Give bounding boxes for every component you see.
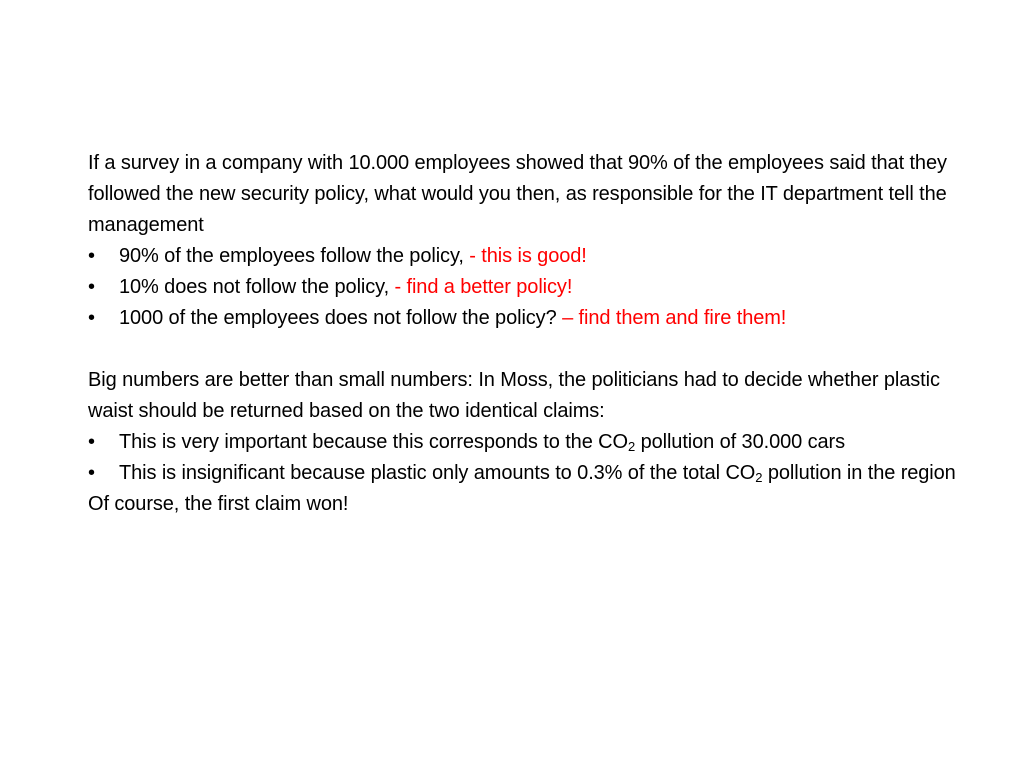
survey-intro: If a survey in a company with 10.000 employees showed that 90% of the employees said that they followed the new security policy, what would you then, as responsible for the IT department tell the management	[88, 152, 947, 236]
bullet-emphasis: - find a better policy!	[394, 276, 573, 298]
subscript: 2	[627, 439, 636, 454]
claims-bullet-list	[88, 427, 988, 489]
bullet-text: 90% of the employees follow the policy,	[119, 245, 470, 267]
list-item	[88, 241, 988, 272]
bullet-marker: •	[88, 245, 95, 267]
bullet-marker: •	[88, 431, 95, 453]
survey-bullet-list	[88, 241, 988, 334]
list-item	[88, 303, 988, 334]
claim-text-after: pollution of 30.000 cars	[635, 431, 845, 453]
bullet-marker: •	[88, 307, 95, 329]
bullet-text: 10% does not follow the policy,	[119, 276, 395, 298]
numbers-intro: Big numbers are better than small numbers: In Moss, the politicians had to decide whether plastic waist should be returned based on the two identical claims:	[88, 369, 940, 422]
conclusion: Of course, the first claim won!	[88, 493, 349, 515]
slide-body	[88, 148, 988, 520]
bullet-emphasis: - this is good!	[469, 245, 587, 267]
claim-text-after: pollution in the region	[762, 462, 956, 484]
claim-text-before: This is insignificant because plastic only amounts to 0.3% of the total CO	[119, 462, 756, 484]
subscript: 2	[755, 470, 763, 485]
claim-text-before: This is very important because this corresponds to the CO	[119, 431, 628, 453]
list-item	[88, 458, 988, 489]
bullet-text: 1000 of the employees does not follow the policy?	[119, 307, 563, 329]
list-item	[88, 272, 988, 303]
paragraph-spacer	[88, 334, 988, 365]
list-item	[88, 427, 988, 458]
bullet-emphasis: – find them and fire them!	[562, 307, 787, 329]
bullet-marker: •	[88, 276, 95, 298]
bullet-marker: •	[88, 462, 95, 484]
